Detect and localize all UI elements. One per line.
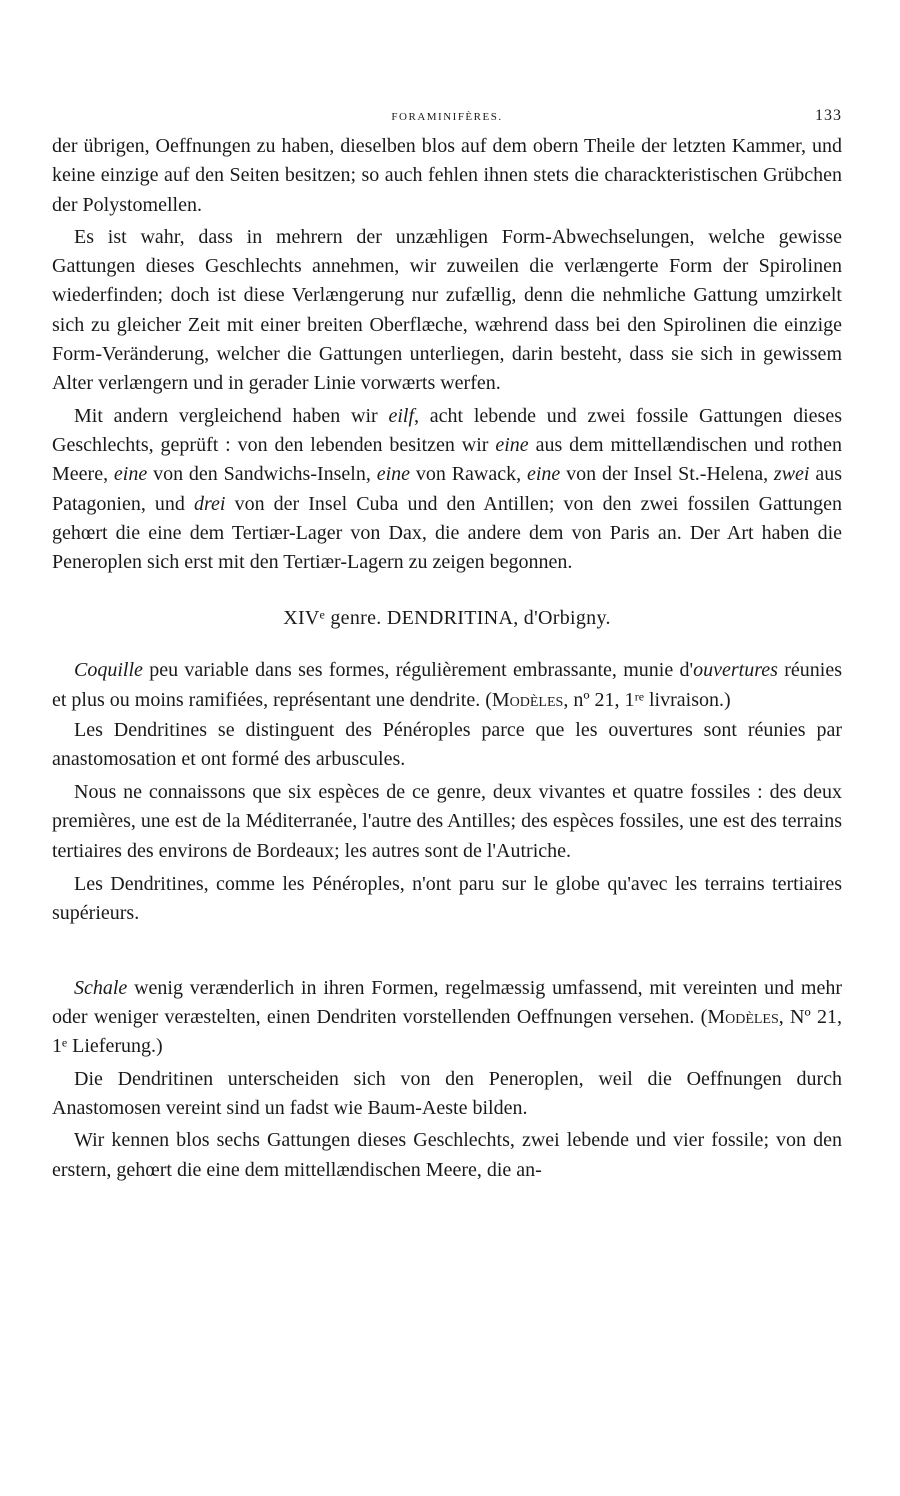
german-section-2 — [52, 974, 842, 1185]
genre-heading: XIVᵉ genre. DENDRITINA, d'Orbigny. — [283, 607, 611, 630]
running-title: FORAMINIFÈRES. — [391, 111, 503, 123]
paragraph-distinction: Les Dendritines se distinguent des Pénéroples parce que les ouvertures sont réunies par anastomosation et ont formé des arbuscules. — [52, 718, 842, 771]
page-body — [52, 132, 842, 1185]
paragraph-sechs-gattungen: Wir kennen blos sechs Gattungen dieses Geschlechts, zwei lebende und vier fossile; von den erstern, gehœrt die eine dem mittellændischen Meere, die an- — [52, 1129, 842, 1181]
paragraph-especes: Nous ne connaissons que six espèces de ce genre, deux vivantes et quatre fossiles : des deux premières, une est de la Méditerranée, l'autre des Antilles; des espèces fossiles, une est des terrains tertiaires des environs de Bordeaux; les autres sont de l'Autriche. — [52, 780, 842, 863]
paragraph-spirolinen: Es ist wahr, dass in mehrern der unzæhligen Form-Abwechselungen, welche gewisse Gattungen dieses Geschlechts annehmen, wir zuweilen die verlængerte Form der Spirolinen wiederfinden; doch ist diese Verlængerung nur zufællig, denn die nehmliche Gattung umzirkelt sich zu gleicher Zeit mit einer breiten Oberflæche, wæhrend dass bei den Spirolinen die einzige Form-Veränderung, welcher die Gattungen unterliegen, darin besteht, dass sie sich in gewissem Alter verlængern und in gerader Linie vorwærts werfen. — [52, 225, 842, 395]
running-head — [52, 105, 842, 129]
french-section — [52, 656, 842, 928]
german-section-1 — [52, 132, 842, 577]
paragraph-coquille: Coquille peu variable dans ses formes, régulièrement embrassante, munie d'ouvertures réunies et plus ou moins ramifiées, représentant une dendrite. (Modèles, nº 21, 1ʳᵉ livraison.) — [52, 659, 842, 712]
paragraph-continuation: der übrigen, Oeffnungen zu haben, dieselben blos auf dem obern Theile der letzten Kammer, und keine einzige auf den Seiten besitzen; so auch fehlen ihnen stets die charackteristischen Grübchen der Polystomellen. — [52, 135, 842, 216]
paragraph-apparition: Les Dendritines, comme les Pénéroples, n'ont paru sur le globe qu'avec les terrains tertiaires supérieurs. — [52, 872, 842, 925]
paragraph-dendritinen: Die Dendritinen unterscheiden sich von den Peneroplen, weil die Oeffnungen durch Anastomosen vereint sind un fadst wie Baum-Aeste bilden. — [52, 1067, 842, 1119]
paragraph-gattungen: Mit andern vergleichend haben wir eilf, acht lebende und zwei fossile Gattungen dieses Geschlechts, geprüft : von den lebenden besitzen wir eine aus dem mittellændischen und rothen Meere, eine von den Sandwichs-Inseln, eine von Rawack, eine von der Insel St.-Helena, zwei aus Patagonien, und drei von der Insel Cuba und den Antillen; von den zwei fossilen Gattungen gehœrt die eine dem Tertiær-Lager von Dax, die andere dem von Paris an. Der Art haben die Peneroplen sich erst mit den Tertiær-Lagern zu zeigen begonnen. — [52, 404, 842, 574]
paragraph-schale: Schale wenig verænderlich in ihren Formen, regelmæssig umfassend, mit vereinten und mehr oder weniger veræstelten, einen Dendriten vorstellenden Oeffnungen versehen. (Modèles, Nº 21, 1ᵉ Lieferung.) — [52, 976, 842, 1058]
page-number: 133 — [815, 107, 842, 124]
